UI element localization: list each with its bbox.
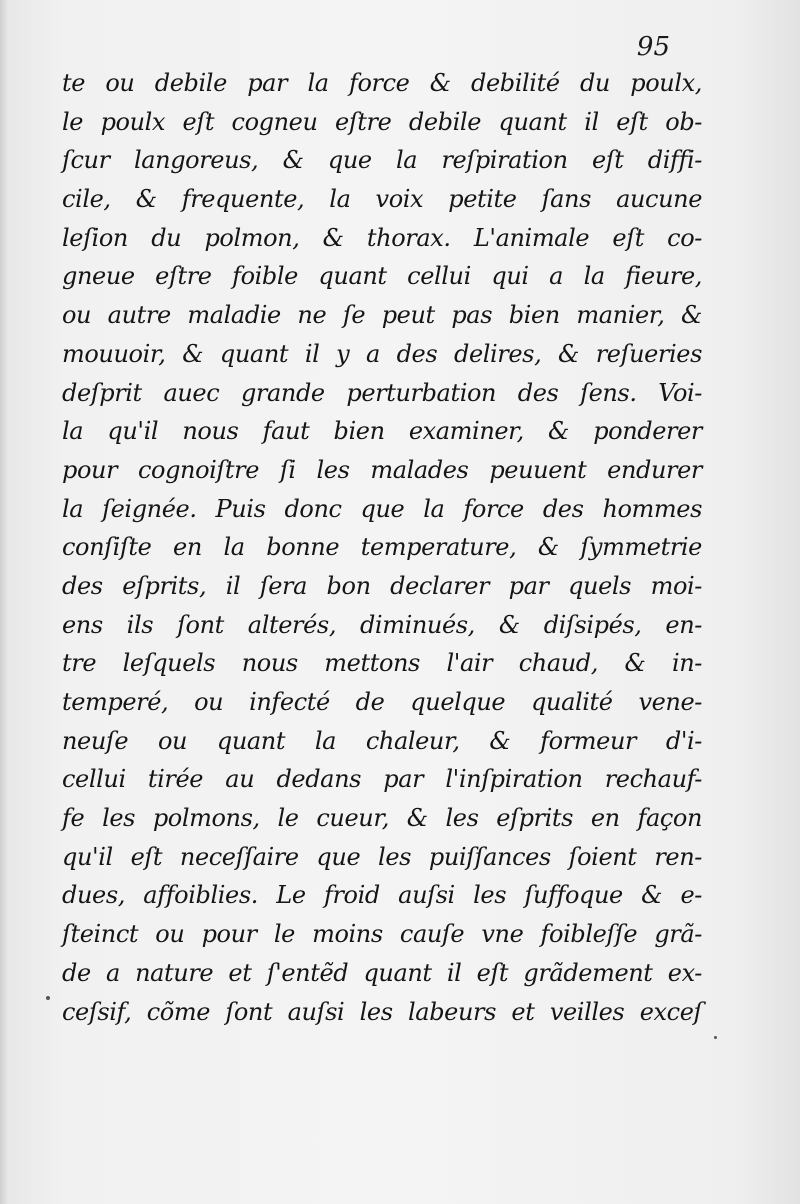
text-line: pour cognoiſtre ſi les malades peuuent endurer [62,455,702,484]
text-line: dues, affoiblies. Le froid auſsi les ſuffoque & e- [62,881,702,910]
text-line: ens ils ſont alterés, diminués, & diſsipés, en- [62,610,702,639]
text-line: cile, & frequente, la voix petite ſans aucune [62,185,702,214]
text-line: le poulx eſt cogneu eſtre debile quant il eſt ob- [62,107,702,136]
gutter-shadow [0,0,8,1204]
text-line: ou autre maladie ne ſe peut pas bien manier, & [62,301,702,330]
text-line: cellui tirée au dedans par l'inſpiration rechauf- [62,765,702,794]
text-line: ſteinct ou pour le moins cauſe vne foibleſſe grã- [62,920,702,949]
text-line: gneue eſtre foible quant cellui qui a la fieure, [62,262,702,291]
text-line: te ou debile par la force & debilité du poulx, [62,69,702,97]
text-line: mouuoir, & quant il y a des delires, & reſueries [62,339,702,368]
text-line: conſiſte en la bonne temperature, & ſymmetrie [62,533,702,562]
text-line: neuſe ou quant la chaleur, & formeur d'i- [62,726,702,755]
text-line: tre leſquels nous mettons l'air chaud, & in- [62,649,702,678]
text-line: des eſprits, il ſera bon declarer par quels moi- [62,571,702,600]
ink-speck [714,1036,717,1039]
text-line: temperé, ou infecté de quelque qualité vene- [62,688,702,716]
text-line: deſprit auec grande perturbation des ſens. Voi- [62,378,702,407]
text-line: ceſsif, cõme ſont auſsi les labeurs et veilles exceſ [62,997,702,1026]
text-line: ſcur langoreus, & que la reſpiration eſt diffi- [62,146,702,175]
text-line: la qu'il nous faut bien examiner, & ponderer [62,417,702,446]
text-line: qu'il eſt neceſſaire que les puiſſances ſoient ren- [62,842,702,871]
body-text [62,64,702,1031]
text-line: de a nature et ſ'entẽd quant il eſt grãdement ex- [62,958,702,987]
text-line: leſion du polmon, & thorax. L'animale eſt co- [62,223,702,252]
page-number: 95 [636,32,670,62]
text-line: la ſeignée. Puis donc que la force des hommes [62,494,702,523]
ink-speck [46,996,50,1000]
text-line: fe les polmons, le cueur, & les eſprits en façon [62,804,702,833]
